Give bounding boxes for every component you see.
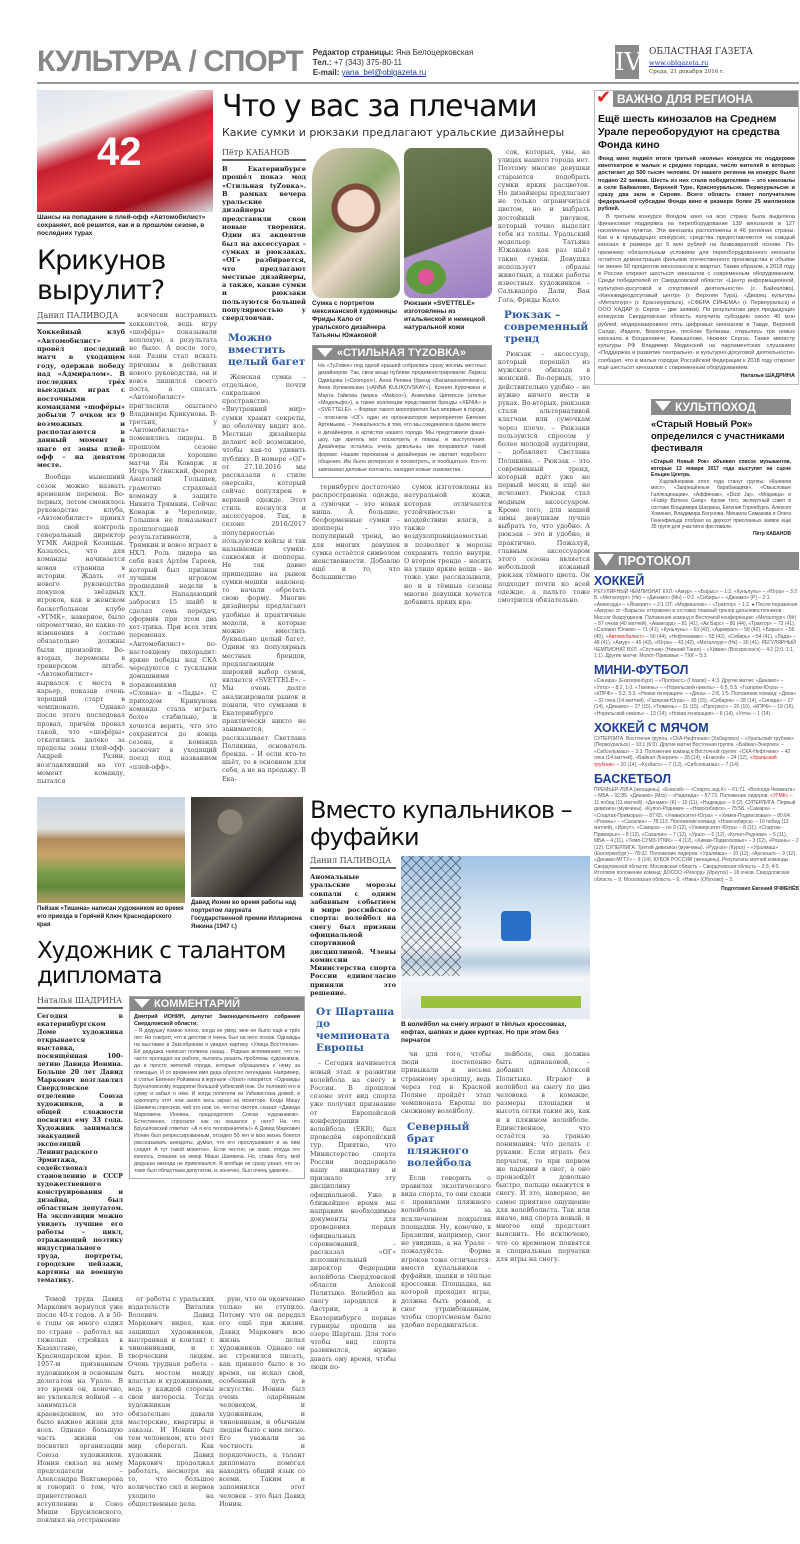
artist-body-col2: от работы с уральских издательств Виталия Волович. Давид Маркович видел, как защищал художников, выстраивая и контакт с чиновниками, и с творческим людям. Очень трудная работа – быть мостом между властью и художниками, ведь у каждой стороны свои интересы. Тогда художникам обязательно давали мастерские, квартиры и заказы. И Ионин был тем человеком, кто этот мир сберегал. Как художник Давид Маркович продолжал работать, несмотря на то, что большое количество сил и нервов уходило на общественные дела. <box>128 1294 214 1508</box>
editor-label: Редактор страницы: <box>312 48 394 57</box>
important-author: Наталья ШАДРИНА <box>740 373 795 380</box>
hockey-photo-caption: Шансы на попадание в плей-офф «Автомобилист» сохраняет, всё решится, как и в прошлом сезоне, в последних турах <box>37 214 206 237</box>
hockey-lead: Хоккейный клуб «Автомобилист» провёл последний матч в уходящем году, одержав победу над «Адмиралом». В последних трёх выездных играх с восточными командами «шофёры» добыли 7 очков из 9 возможных и располагаются в данный момент в шаге от зоны плей-офф – на девятом месте. <box>37 328 125 470</box>
hockey-title: Крикунов вырулит? <box>37 245 166 306</box>
volley-author: Данил ПАЛИВОДА <box>310 856 396 869</box>
important-box <box>594 87 799 385</box>
bag-photo <box>312 148 400 298</box>
flowers-photo <box>406 260 446 294</box>
bags-body-col4: сок, которых, увы, на улицах нашего города нет. Поэтому многие девушки стараются подобрать сумки ярких расцветок. Но дизайнеры предлагают не только ограничиться цветом, но и выбрать достойный рисунок, который точно выделит тебя из толпы. Уральский модельер Татьяна Южакова как раз шьёт такие сумки. Девушка использует образы животных, а также работы известных художников – Сальвадора Дали, Ван Гога, Фриды Кало. <box>498 148 590 304</box>
protocol-author: Подготовил Евгений ЯЧМЕНЁВ <box>721 886 799 893</box>
bags-columns <box>222 148 590 783</box>
protocol-section-hockey <box>594 574 799 659</box>
portrait-photo <box>191 797 303 897</box>
bags-col-c <box>498 148 590 604</box>
important-body: В третьем конкурсе Фондом кино на всю страну была выделена финансовая поддержка на переоборудование 139 кинозалов в 127 населённых пунктах. Эти кинозалы расположены в 46 регионах страны. Как и в предыдущих конкурсах, средства предоставляются на каждый кинозал в размере до 5 млн рублей на безвозвратной основе. По-прежнему обязательным условием для переоборудованного кинозала остаётся демонстрация фильмов отечественного производства в объёме не менее 50 процентов киносеансов в квартал. Таким образом, к 2018 году в России откроют шестьсот кинозалов с современным оборудованием. Среди победителей от Свердловской области: «Центр информационной, культурно-досуговой и спортивной деятельности» (с. Байкалово), «Кинювидеодосуговый центр» (г. Верхняя Тура), «Дворец культуры «Металлург» (г. Красноуральск), «СФЕРА СИНЕМА» (г. Первоуральск) и ООО ХАДАР (г. Серов – две заявки). По результатам двух предыдущих конкурсов Свердловская область получила субсидию около 40 млн рублей, модернизировано пять цифровых кинозалов в Тавде, Верхней Салде, Ивделе, Верхотурье, посёлке Буланаш; открылись три новых кинозала в Богдановиче, Камышлове, Нижних Сергах. Также министр культуры РФ Владимир Мединский на парламентских слушаниях «Поддержка и развитие театрально- и культурно-досуговой деятельности» сообщил, что в малых городах Российской Федерации к 2018 году откроют ещё шестьсот кинозалов с современным оборудованием. <box>598 213 795 371</box>
bags-col-a <box>222 148 306 783</box>
masthead <box>649 45 799 75</box>
bags-title: Что у вас за плечами <box>222 89 537 124</box>
page-header <box>37 45 799 84</box>
culture-title: «Старый Новый Рок» определился с участниками фестиваля <box>651 419 785 455</box>
volley-title: Вместо купальников – фуфайки <box>310 796 572 851</box>
bags-subheading-1: Можно вместить целый багет <box>228 331 306 368</box>
bags-lead: В Екатеринбурге прошёл показ мод «Стильная tyZовка». В рамках вечера уральские дизайнеры представили свои новые творения. Один из акцентов был на аксессуарах – сумках и рюкзаках. «ОГ» разбирается, что предлагают местные дизайнеры, а также, какие сумки и рюкзаки пользуются большей популярностью у свердловчан. <box>222 165 306 323</box>
bags-author: Пётр КАБАНОВ <box>222 148 306 161</box>
page-number: IV <box>615 45 639 79</box>
tuzovka-box-title: «СТИЛЬНАЯ TYZОВКА» <box>337 347 466 359</box>
culture-lead: «Старый Новый Рок» объявил список музыкантов, которые 13 января 2017 года выступят на сцене Ельцин Центра. <box>651 459 791 479</box>
painting-figure <box>37 797 185 929</box>
bags-body-col2: теринбурге достаточно распространена одежда, а сумочки – это новая ниша. А большие, бесформенные сумки – шопперы – это популярный тренд, но для многих девушек сумка остаётся символом женственности. Добавлю ещё и то, что большинство <box>312 483 400 582</box>
artist-body-columns <box>37 1295 305 1525</box>
protocol-section-text: ПРЕМЬЕР-ЛИГА (женщины). «Енисей» – «Спарта энд К» – 61:71. «Вологда-Чеваката» – МБА – 92:85. «Динамо» (Мск) – «Надежда» – 57:73. Положение лидеров: «УГМК» – 11 побед (11 матчей), «Динамо» (К) – 10 (11), «Надежда» – 9 (2). СУПЕРЛИГА. Первый дивизион (мужчины). «Купол-Родники» – «Новосибирск» – 75:58. «Самара» – «Спартак-Приморье» – 87:65. «Университет-Югра» – «Химки-Подмосковье» – 80:64. «Рязань» – «Сахалин» – 78:113. Положение команд: «Новосибирск» – 10 побед (12 матчей), «Иркут», «Самара» – по 9 (12), «Университет-Югра» – 8 (11), «Спартак-Приморье» – 8 (12), «Сахалин» – 7 (12), «Урал» – 6 (12), «Купол-Родники» – 5 (11), МБА – 4 (11), «Темп-СУМЗ-УГМК» – 4 (12), «Химки-Подмосковье» – 3 (12), «Рязань» – 2 (12). СУПЕРЛИГА. Третий дивизион (мужчины). «Руднэн» (Курск) – «Уралмаш» (Екатеринбург) – 78:92. Положение лидеров: «Уралмаш» – 10 (12), «Арсенал» – 9 (12), «Динамо-МГТУ» – 9 (14). КУБОК РОССИИ (женщины). Результаты матчей команды Свердловской области: Московская область – Свердловская область – 2:3, 4:0. Итоговое положение команд: ДОСОО «Рекорд» (Иркутск) – 18 очков, Свердловская область – 9, Московская область – 6, «Ника» (Обухово) – 3. <box>594 786 799 883</box>
issue-date: Среда, 21 декабря 2016 г. <box>649 69 725 75</box>
protocol-section-text: РЕГУЛЯРНЫЙ ЧЕМПИОНАТ КХЛ. «Амур» – «Барыс» – 1:2. «Куньлунь» – «Югра» – 3:2 Б. «Металлург» (Нк) – «Динамо» (Мн) – 0:2. «Сибирь» – «Динамо» (Р) – 2:1. «Авангард» – «Йокерит» – 2:1 ОТ. «Медвешчак» – «Трактор» – 1:2. ● После поражения «Амура» от «Барыса» отправлен в отставку главный тренер дальневосточников Миссат Фазрутдинов. Положение команд в Восточной конференции: «Металлург» (Мг) – 87 очков (40 матчей), «Авангард» – 81 (41), «Ак Барс» – 80 (44), «Трактор» – 72 (41), «Салават Юлаев» – 71 (41), «Куньлунь» – 63 (42), «Адмирал» – 58 (42), «Барыс» – 56 (40), «Автомобилист» – 56 (44), «Нефтехимик» – 55 (42), «Сибирь» – 54 (41), «Лада» – 48 (41), «Амур» – 45 (43), «Югра» – 43 (42), «Металлург» (Нк) – 30 (41). РЕГУЛЯРНЫЙ ЧЕМПИОНАТ ВХЛ. «Спутник» (Нижний Тагил) – «Химик» (Воскресенск) – 4:2 (2:0, 1:1, 1:1). Другие матчи: Молот-Прикамье – ТХК – 5:3. <box>594 589 798 660</box>
comment-label: КОММЕНТАРИЙ <box>154 997 240 1010</box>
artist-top-columns <box>37 996 305 1289</box>
volleyball-net <box>401 856 461 976</box>
protocol-section-title: БАСКЕТБОЛ <box>594 771 672 786</box>
comment-author: Дмитрий ИОНИН, депутат Законодательного собрания Свердловской области: <box>134 1013 300 1027</box>
culture-author: Пётр КАБАНОВ <box>752 530 791 537</box>
bags-photos <box>312 148 492 340</box>
volley-lead: Аномальные уральские морозы совпали с одним забавным событием в мире российского спорта: волейбол на снегу был признан официальной спортивной дисциплиной. Члены комиссии Министерства спорта России единогласно приняли это решение. <box>310 872 396 998</box>
checkmark-icon: ✔ <box>596 87 612 108</box>
phone-label: Тел.: <box>312 58 332 67</box>
player-figure <box>501 911 531 941</box>
bag-caption: Сумка с портретом мексиканской художницы Фриды Кало от уральского дизайнера Татьяны Южаковой <box>312 300 397 339</box>
hockey-author: Данил ПАЛИВОДА <box>37 311 125 324</box>
bags-body-col3: сумок изготовлены из натуральной кожи, которая отличается устойчивостью к воздействию влаги, а также воздухопроницаемостью и позволяет в морозы сохранить тепло внутри. О втором тренде – носить на улице яркие вещи – не тоже уже рассказывали, но и в тёмные сезоны многие девушки хочется добавить ярких кра- <box>404 483 492 606</box>
volley-body-col1: – Сегодня начинается новый этап в развитии волейбола на снегу в России. В прошлом сезоне этот вид спорта уже получил признание от Европейской конфедерации волейбола (ЕКВ), был проведён европейский тур. Приятно, что Министерство спорта России поддержало нашу инициативу и признало эту дисциплину официальной. Уже в ближайшее время мы направим необходимые документы для проведения первых официальных соревнований, – рассказал «ОГ» исполнительный директор Федерации волейбола Свердловской области Алексей Политыко. Волейбол на снегу зародился в Австрии, а в Екатеринбурге первые турниры прошли на озере Шарташ. Для того чтобы вид спорта развивался, нужно давать ему время, чтобы люди по- <box>310 1059 396 1371</box>
painting-caption: Пейзаж «Тишина» написан художником во время его приезда в Горячий Ключ Краснодарского края <box>37 906 184 929</box>
volleyball-photo-caption: В волейбол на снегу играют в тёплых кроссовках, кофтах, шапках и даже куртках. Но при этом без перчаток <box>401 1020 567 1044</box>
artist-body-col1: Темой труда Давид Маркович вернулся уже после 40-х годов. А в 50-е годы он много ездил по стране – работал на тяжелых стройках в Казахстане, в Краснодарском крае. В 1957-м признанным художником и основным делегатом на Урале. В это время он, конечно, не увлекался войной – а заниматься краеведением, но это было важнее жизни для всех. Однако большую часть жизни он посвятил организации Союза художников. Ионин связал на нему председателя – Александра Вакгаверова и говорил о том, что приветствовал вступлению в Союз Миши Брусиловского, повлиял на отстранение <box>37 1294 123 1525</box>
culture-label: КУЛЬТПОХОД <box>675 400 756 415</box>
protocol-header-bar <box>594 552 799 570</box>
banner <box>421 996 581 1008</box>
bags-article <box>222 90 590 783</box>
volley-article <box>310 797 590 1371</box>
volleyball-photo <box>401 856 590 1019</box>
portrait-figure <box>191 797 303 931</box>
backpack-figure <box>404 148 492 332</box>
triangle-icon <box>317 348 333 357</box>
artist-title: Художник с талантом дипломата <box>37 938 286 990</box>
sidebar <box>594 87 799 893</box>
tuzovka-box-text: На «TyZовке» под одной крышей собрались сразу восемь местных дизайнеров. Так, свои вещи публике продемонстрировали: Лариса Одинцова («Coompol»), Анна Репина (бренд «Bananasswimwear»), Анна Куликовская («ANNA KULIKOVSKAY»), Ксения Курочкина и Марта Гайкова (марка «Makico»), Анжелика Циперсон (ателье «Модельфо»), а также коллекции представили бренды «XENIA» и «SVETTELE». – Формат такого мероприятия был впервые в городе, – пояснила «ОГ» один из организаторов мероприятия Евгения Артемьева. – Уникальность в том, что мы соединили в одном месте и дизайнеров, и артистов нашего города. Мы представили фэшн-шоу, где зритель мог посмотреть и показы, и выступления. Дизайнеры остались очень довольны, им понравился такой формат. Нашим горожанам и дизайнерам не хватает подобного общения. Им было интересно и посмотреть, и пообщаться. Кто-то завязывал деловые контакты, находил новые знакомства. <box>318 363 486 473</box>
painting-photo <box>37 797 185 903</box>
site-link[interactable]: www.oblgazeta.ru <box>649 59 709 67</box>
backpack-photo <box>404 148 492 298</box>
protocol-section-title: ХОККЕЙ С МЯЧОМ <box>594 720 709 735</box>
band-bottom <box>37 797 590 1524</box>
protocol-section-basketball <box>594 772 799 883</box>
email-label: E-mail: <box>312 68 340 77</box>
volley-body-col2: чи для того, чтобы люди постепенно привыкали к весьма странному зрелищу, ведь через год в Красной Поляне пройдёт этап чемпионата Европы по снежному волейболу. <box>401 1049 491 1116</box>
volley-body-col4: лейболе, она должна быть одинаковой, – добавил Алексей Политыко. Играют в волейбол на снегу по два человека в команде, размеры площадки и высота сетки такие же, как и в пляжном волейболе. Единственное, что остаётся за гранью понимания: что делать с руками. Если играть без перчаток, то при первом же падении в снег, а оно произойдёт довольно быстро, пальцы окажутся в снегу. И это, наверное, не самое приятное ощущение для волейболиста. Так или иначе, вид спорта новый, и многое ещё предстоит выяснить. Не исключено, что со временем появятся и специальные перчатки для игры на снегу. <box>496 1049 590 1263</box>
comment-box-header <box>130 997 304 1011</box>
page-body <box>37 87 799 1525</box>
bags-body-col5: Рюкзак – аксессуар, который перешёл из мужского обихода в женский. Во-первых, это действительно удобно – не нужно ничего нести в руках. Во-вторых, рюкзаки стали альтернативой клатчам или сумочкам через плечо. – Рюкзаки пользуются спросом у более молодой аудитории, – добавляет Светлана Полякина. – Рюкзак – это современный тренд, который идёт уже не первый месяц и ещё не исчезнет. Рюкзак стал модным аксессуаром. Кроме того, для нашей зимы девушкам лучше выбрать то, что удобно. А рюкзак – это и удобно, и практично. Пожалуй, главным аксессуаром этого сезона является небольшой кожаный рюкзак тёмного цвета. Он подходит почти ко всей одежде, а пальто тоже смотрится обязательно. <box>498 349 590 604</box>
culture-article <box>651 399 791 538</box>
triangle-icon <box>134 999 150 1008</box>
important-lead: Фонд кино подвёл итоги третьей «волны» конкурса по поддержке кинотеатров в малых и средних городах, число жителей в которых достигает до 500 тысяч человек. От нашего региона на конкурс было подано 22 заявки. Шесть из них стали победителями – это кинозалы в селе Байкалово, Верхней Туре, Красноуральске, Первоуральске и сразу два зала в Серове. Всего область станет получателем федеральной субсидии Фонда кино в размере более 25 миллионов рублей. <box>598 156 795 213</box>
tuzovka-box <box>312 345 492 478</box>
volley-subheading-2: Северный брат пляжного волейбола <box>407 1120 472 1169</box>
volley-subheading-1: От Шарташа до чемпионата Европы <box>316 1006 395 1055</box>
artist-body-col3: рую, что он оконченно только не ступило. Потому что он передал его ещё при жизни. Давид Маркович всю жизнь делал художников. Однако он не стремился писать, как принято было в то время, он искал свой, особенный путь в искусстве. Ионин был очень одарённым человеком, и художникам, и чиновникам, и обычным людям было с ним легко. Его уважали за честность и порядочность, а талант дипломата помогал находить общий язык со всеми. Таким и запомнился этот человек – это был Давид Ионин. <box>219 1294 305 1508</box>
protocol-section-title: ХОККЕЙ <box>594 574 645 588</box>
editor-info <box>313 45 474 78</box>
volley-right-col <box>401 856 590 1329</box>
portrait-caption: Давид Ионин во время работы над портретом лауреата Государственной премии Иллариона Янкина (1947 г.) <box>191 900 302 931</box>
volley-lower-columns <box>401 1050 590 1329</box>
protocol-section-minifootball <box>594 663 799 716</box>
bags-col-b <box>312 148 492 606</box>
important-label: ВАЖНО ДЛЯ РЕГИОНА <box>617 92 753 106</box>
volley-body-col3: Если говорить о правилах экзотического вида спорта, то они схожи с правилами пляжного волейбола за исключением покрытия площадки. Ну, конечно, в Бразилии, например, снег не увидишь, а на Урале – пожалуйста. Форма игроков тоже отличается: вместо купальников – фуфайки, шапки и тёплые кроссовки. Площадка, на которой проходят игры, должна быть ровной, а снег утрамбованным, чтобы спортсменам было удобно передвигаться. <box>401 1173 491 1330</box>
important-title: Ещё шесть кинозалов на Среднем Урале переоборудуют на средства Фонда кино <box>598 113 780 151</box>
comment-box <box>129 996 305 1179</box>
bags-lower-columns <box>312 483 492 606</box>
culture-box-header <box>651 399 791 415</box>
artist-lead: Сегодня в екатеринбургском Доме художника открывается выставка, посвящённая 100-летию Давида Ионина. Больше 20 лет Давид Маркович возглавлял Свердловское отделение Союза художников, а в общей сложности посвятил ему 33 года. Художник занимался эвакуацией экспозиций Ленинградского Эрмитажа, содействовал становлению в СССР художественного конструирования и дизайна, был областным депутатом. На экспозиции можно увидеть лучшие его работы – цикл, отражающий поэтику индустриального труда, портреты, городские пейзажи, картины на военную тематику. <box>37 1012 123 1284</box>
triangle-icon <box>655 401 671 411</box>
volley-lower-col1 <box>401 1050 491 1329</box>
bags-subheading-2: Рюкзак – современный тренд <box>504 308 589 345</box>
bag-figure <box>312 148 400 340</box>
tuzovka-box-header <box>313 346 491 360</box>
backpack-caption: Рюкзаки «SVETTELE» изготовлены из итальянской и немецкой натуральной кожи <box>404 300 486 331</box>
hockey-photo <box>37 90 213 212</box>
band-top <box>37 90 590 785</box>
protocol-section-text: СУПЕРЛИГА. Восточная группа. «СКА-Нефтяник» (Хабаровск) – «Уральский трубник» (Первоуральск) – 10:1 (6:0). Другие матчи Восточная группа. «Байкал-Энергия» – «Сибсельмаш» – 3:3. Положение команд в Восточной группе: «СКА-Нефтяник» – 42 очка (14 матчей), «Байкал-Энергия» – 28 (14), «Енисей» – 24 (12), «Уральский трубник» – 10 (14), «Кузбасс» – 7 (12), «Сибсельмаш» – 7 (14). <box>594 735 795 768</box>
hockey-columns <box>37 311 217 785</box>
important-box-header <box>613 91 798 107</box>
phone: +7 (343) 375-80-11 <box>333 58 402 67</box>
section-rubric: КУЛЬТУРА / СПОРТ <box>37 45 303 78</box>
volley-columns <box>310 856 590 1371</box>
artist-photos <box>37 797 305 931</box>
protocol-section-text: «Синара» (Екатеринбург) – «Прогресс» (Глазов) – 4:3. Другие матчи: «Динамо» – «Ухта» – 8:2, 1:0. «Тюмень» – «Норильский никель» – 6:5, 5:5. «Газпром-Югра» – «КПРФ» – 5:2, 5:3. «Новая генерация» – «Дина» – 2:8, 1:5. Положение команд: «Дина» – 32 очка (14 матчей), «Газпром-Югра» – 30 (15), «Сибиряк» – 28 (14), «Синара» – 27 (14), «Динамо» – 27 (15), «Тюмень» – 21 (15), «Прогресс» – 20 (15), «КПРФ» – 19 (16), «Норильский никель» – 13 (14), «Новая генерация» – 6 (14), «Ухта» – 1 (14). <box>594 678 797 717</box>
editor-name: Яна Белоцерковская <box>395 48 474 57</box>
artist-lead-col <box>37 996 123 1289</box>
volley-left-col <box>310 856 396 1371</box>
bags-subtitle: Какие сумки и рюкзаки предлагают уральские дизайнеры <box>222 126 565 139</box>
artist-author: Наталья ШАДРИНА <box>37 996 123 1009</box>
comment-text: – Я дедушку помню плохо, когда он умер, мне не было ещё и трёх лет. Но говорят, что в детстве я очень был на него похож. Однажды на выставке в Заксобрании я увидел картину «Улица Восточная». Её дедушка написал полвека назад... Родные вспоминают, что он часто пропадал на работе, пытаясь решить проблемы художников, да и просто жителей города, которые обращались к нему за помощью. И со временем имя деда обросло легендами. Например, в статье Евгения Ройзмана в журнале «Урал» говорится: «Однажды Брусиловскому подарили большой узбекский нож. Он положил его в сумку и забыл о нём. И когда полетели из Узбекистана домой, в аэропорту этот нож занял весь экран на мониторе. Когда Мишу Шаевича спросили, чей это нож, он, честно смотря, сказал: «Давида Марковича Ионина, председателя Союза художников». Естественно, спросили: как он оказался у него? На что Брусиловский ответил: «А я его телохранитель!» А Давид Маркович Ионин был репрессированным, отсидел 50 лет и всю жизнь боялся рассказывать анекдоты, думал, что его прослушивают и за ним следят. А тут такой моветон». Если честно, не знаю, откуда это взялось, спишем на юмор Миши Шаевича. Но, слава богу, мой дедушка никогда не привлекался. Я вообще не сразу узнал, что он тоже был областным депутатом, и, конечно, был очень удивлён... <box>134 1028 300 1175</box>
hockey-body-col2: всячески настраивать хоккеистов, ведь игру «шофёры» показывали неплохую, а результата не было. А после того, как Разин стал искать причины в действиях нового руководства, он и вовсе лишился своего поста, а спасать «Автомобилист» пригласили опытного Владимира Крикунова. В-третьих, у «Автомобилиста» поменялись лидеры. В прошлом сезоне проводили хорошие матчи Ян Коварж и Игорь Устинский, феерил Анатолий Голышев, грамотно страховал команду в защите Никита Трямкин. Сейчас Коварж в Череповце, Голышев не показывает прошлогодней результативности, а Трямкин и вовсе играет в НХЛ. Роль лидера на себя взял Артём Гареев, который был признан лучшим игроком прошедшей недели в КХЛ. Нападающий забросил 15 шайб и сделал семь передач, оформив при этом два хет-трика. При всех этих переменах «Автомобилист» по-настоящему лихорадит: яркие победы над СКА чередуются с тусклыми домашними поражениями от «Словна» и «Лады». С приходом Крикунова команда стала играть более стабильно, и хочется верить, что это сохранится до конца сезона, а команда заскочит в уходящий поезд под названием «плей-офф». <box>129 311 217 771</box>
protocol-section-title: МИНИ-ФУТБОЛ <box>594 663 689 678</box>
protocol-header <box>594 552 799 570</box>
artist-article <box>37 797 305 1524</box>
email-link[interactable]: yana_bel@oblgazeta.ru <box>341 68 427 77</box>
protocol-section-bandy <box>594 721 799 768</box>
paper-name: ОБЛАСТНАЯ ГАЗЕТА <box>649 47 753 57</box>
culture-body: Хэдлайнерами этого года станут группы: «Калинов мост», «Запрещённые барабанщики», «Смысловые Галлюцинации», «Аффинаж», «Dizzi Jaj», «Модница» и «Funky Bizness Gang». Кроме того, экспертный совет в составе Владимира Шахрина, Евгения Горенбурга, Алексея Хоменко, Владимира Бегунова, Михаила Симакова и Олега Гененфельда отобрал из двухсот присланных заявок ещё 35 групп для участия в фестивале. <box>651 478 791 531</box>
triangle-icon <box>598 554 614 566</box>
bags-body-col1: Женская сумка – отдельное, почти сакральное пространство. «Внутренний мир» сумки хранит секреты, но оболочку видят все. Местные дизайнеры делают всё возможное, чтобы как-то удивить публику. В номере «ОГ» от 27.10.2016 мы рассказали о стиле оверсайз, который сейчас популярен в верхней одежде. Этот стиль коснулся и аксессуаров. Так, в сезоне 2016/2017 популярностью пользуются кейсы и так называемые сумки-саквояжи и шопперы. Не так давно пришедшие на рынок сумки-мешки наконец-то начали обретать свою форму. Многие дизайнеры предлагают удобные и практичные модели, в которые можно вместить буквально целый багет. Одним из популярных местных брендов, предлагающим широкий выбор сумок, является «SVETTELE». – Мы очень долго анализировали рынок и поняли, что сумками в Екатеринбурге практически никто не занимается, – рассказывает Светлана Полякина, основатель бренда. – И если кто-то шьёт, то в основном для себя, а не на продажу. В Ека- <box>222 372 306 783</box>
hockey-body-col1: Вообще нынешний сезон можно назвать временем перемен. Во-первых, летом сменилось руководство клуба, «Автомобилист» принял под свой контроль генеральный директор УГМК Андрей Козицын. Казалось, что для команды начинается новая страница в истории. Ждать от нового руководства покупок звёздных игроков, как в женском баскетбольном клубе «УГМК», наверное, было опрометчиво, но какие-то изменения в составе обязательно должны были произойти. Во-вторых, перемены в тренерском штабе. «Автомобилист» вырвался с места в карьер, показав очень хороший старт в чемпионате. Однако после этого последовал провал, причём провал такой, что «шофёры» откатились далеко за пределы зоны плей-офф. Андрей Разин, возглавлявший на тот момент команду, пытался <box>37 473 125 785</box>
protocol-label: ПРОТОКОЛ <box>618 553 691 568</box>
hockey-col1 <box>37 311 125 785</box>
protocol-content <box>594 570 799 892</box>
hockey-article <box>37 90 217 785</box>
main-area <box>37 90 590 1524</box>
jersey-number: 42 <box>97 130 142 174</box>
